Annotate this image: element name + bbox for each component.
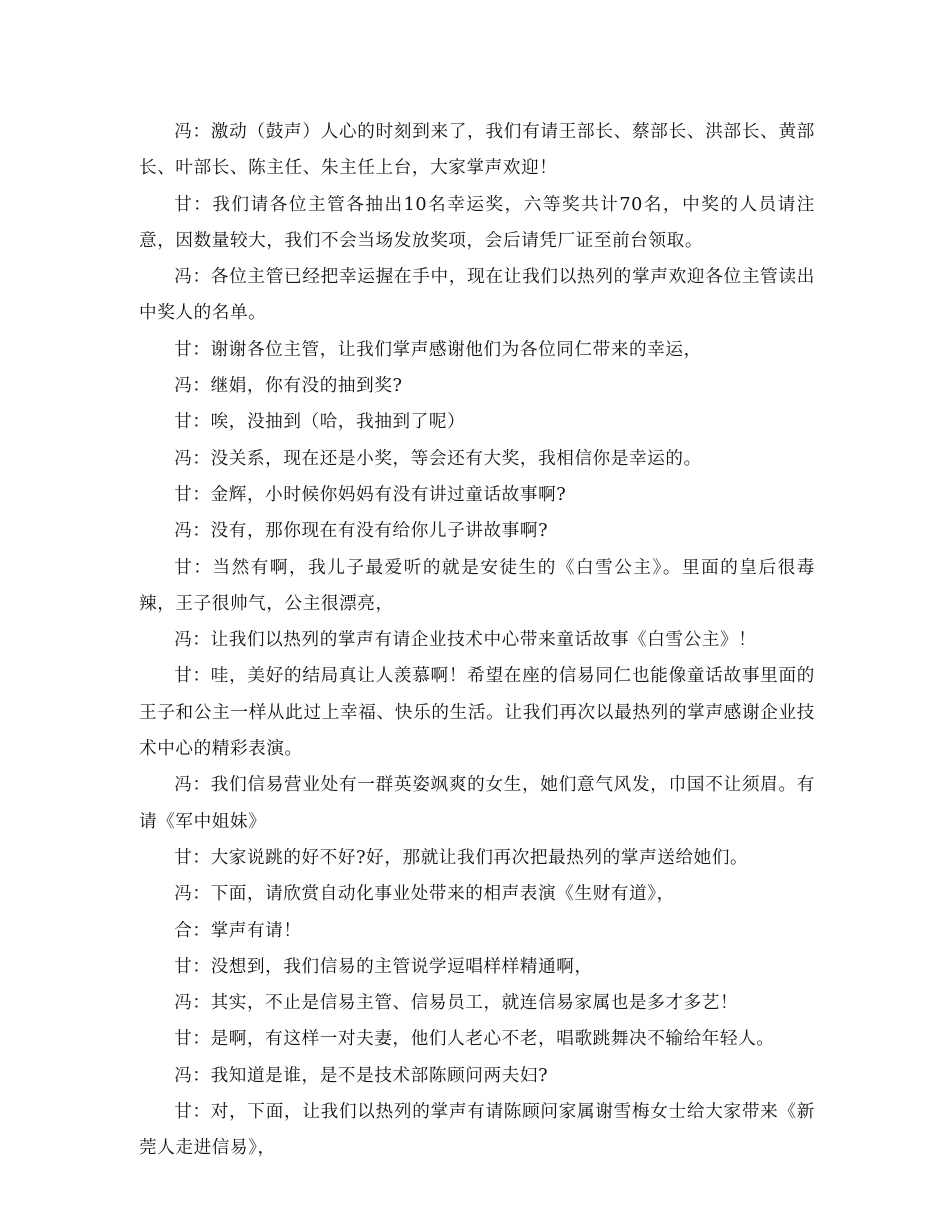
dialogue-paragraph: 冯：让我们以热列的掌声有请企业技术中心带来童话故事《白雪公主》！ — [174, 630, 757, 651]
dialogue-paragraph: 冯：继娟，你有没的抽到奖? — [174, 376, 403, 397]
dialogue-paragraph: 甘：哇，美好的结局真让人羡慕啊！希望在座的信易同仁也能像童话故事里面的王子和公主一样从此过上幸福、快乐的生活。让我们再次以最热列的掌声感谢企业技术中心的精彩表演。 — [139, 666, 815, 760]
dialogue-paragraph: 冯：我们信易营业处有一群英姿飒爽的女生，她们意气风发，巾国不让须眉。有请《军中姐妹》 — [139, 775, 815, 832]
dialogue-paragraph: 甘：对，下面，让我们以热列的掌声有请陈顾问家属谢雪梅女士给大家带来《新莞人走进信易》， — [139, 1102, 815, 1159]
dialogue-paragraph: 合：掌声有请！ — [174, 920, 302, 941]
dialogue-paragraph: 甘：当然有啊，我儿子最爱听的就是安徒生的《白雪公主》。里面的皇后很毒辣，王子很帅气，公主很漂亮， — [139, 557, 815, 614]
dialogue-paragraph: 甘：我们请各位主管各抽出10名幸运奖，六等奖共计70名，中奖的人员请注意，因数量较大，我们不会当场发放奖项，会后请凭厂证至前台领取。 — [139, 194, 815, 251]
dialogue-paragraph: 冯：我知道是谁，是不是技术部陈顾问两夫妇? — [174, 1065, 549, 1086]
dialogue-paragraph: 甘：金辉，小时候你妈妈有没有讲过童话故事啊? — [174, 484, 567, 505]
dialogue-paragraph: 冯：没有，那你现在有没有给你儿子讲故事啊? — [174, 521, 549, 542]
dialogue-paragraph: 冯：没关系，现在还是小奖，等会还有大奖，我相信你是幸运的。 — [174, 448, 702, 469]
dialogue-paragraph: 甘：唉，没抽到（哈，我抽到了呢） — [174, 412, 466, 433]
dialogue-paragraph: 冯：激动（鼓声）人心的时刻到来了，我们有请王部长、蔡部长、洪部长、黄部长、叶部长、陈主任、朱主任上台，大家掌声欢迎！ — [139, 122, 815, 179]
dialogue-paragraph: 甘：没想到，我们信易的主管说学逗唱样样精通啊， — [174, 956, 593, 977]
dialogue-paragraph: 冯：下面，请欣赏自动化事业处带来的相声表演《生财有道》， — [174, 884, 675, 905]
dialogue-paragraph: 甘：是啊，有这样一对夫妻，他们人老心不老，唱歌跳舞决不输给年轻人。 — [174, 1029, 775, 1050]
dialogue-paragraph: 冯：其实，不止是信易主管、信易员工，就连信易家属也是多才多艺！ — [174, 993, 739, 1014]
document-body — [139, 114, 815, 1167]
dialogue-paragraph: 冯：各位主管已经把幸运握在手中，现在让我们以热列的掌声欢迎各位主管读出中奖人的名单。 — [139, 267, 815, 324]
dialogue-paragraph: 甘：大家说跳的好不好?好，那就让我们再次把最热列的掌声送给她们。 — [174, 847, 749, 868]
dialogue-paragraph: 甘：谢谢各位主管，让我们掌声感谢他们为各位同仁带来的幸运， — [174, 339, 702, 360]
